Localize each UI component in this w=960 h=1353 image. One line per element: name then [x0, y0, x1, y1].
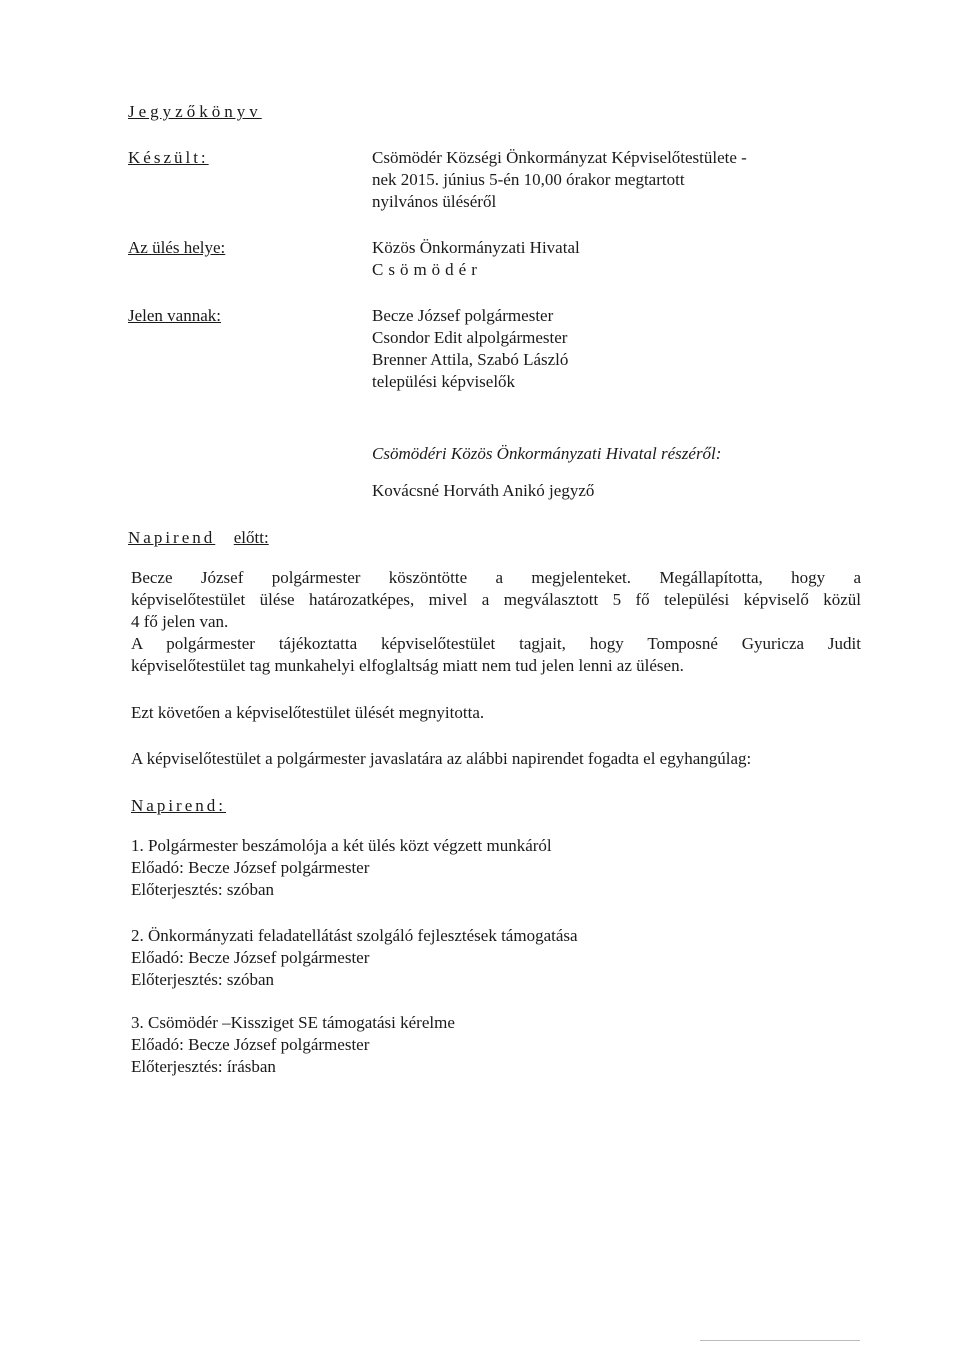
paragraph-line: 4 fő jelen van.	[131, 612, 229, 631]
footer-rule	[700, 1340, 860, 1341]
paragraph-line: képviselőtestület ülése határozatképes, mivel a megválasztott 5 fő települési képviselő közül	[131, 590, 861, 609]
agenda-item-presenter: Előadó: Becze József polgármester	[131, 948, 370, 967]
helye-line: Csömödér	[372, 260, 482, 279]
keszult-label: Készült:	[128, 148, 209, 167]
helye-label: Az ülés helye:	[128, 238, 226, 257]
helye-text	[372, 237, 580, 281]
paragraph-agenda-accepted: A képviselőtestület a polgármester javaslatára az alábbi napirendet fogadta el egyhangúlag:	[131, 749, 752, 768]
agenda-item-submission: Előterjesztés: írásban	[131, 1057, 276, 1076]
agenda-item-submission: Előterjesztés: szóban	[131, 880, 275, 899]
helye-line: Közös Önkormányzati Hivatal	[372, 238, 580, 257]
agenda-item-title: 3. Csömödér –Kissziget SE támogatási kérelme	[131, 1013, 455, 1032]
jelen-label: Jelen vannak:	[128, 306, 221, 325]
jelen-line: települési képviselők	[372, 372, 516, 391]
agenda-item-1	[131, 835, 552, 901]
paragraph-opening: Ezt követően a képviselőtestület ülését megnyitotta.	[131, 703, 485, 722]
paragraph-intro	[131, 567, 861, 677]
hivatal-person: Kovácsné Horváth Anikó jegyző	[372, 481, 595, 500]
jelen-line: Csondor Edit alpolgármester	[372, 328, 568, 347]
napirend-heading: Napirend:	[131, 796, 226, 815]
keszult-text	[372, 147, 747, 213]
agenda-item-presenter: Előadó: Becze József polgármester	[131, 858, 370, 877]
agenda-item-title: 2. Önkormányzati feladatellátást szolgáló fejlesztések támogatása	[131, 926, 578, 945]
napirend-elott-heading-b: előtt:	[233, 528, 269, 547]
agenda-item-3	[131, 1012, 455, 1078]
keszult-line: nek 2015. június 5-én 10,00 órakor megtartott	[372, 170, 685, 189]
agenda-item-title: 1. Polgármester beszámolója a két ülés közt végzett munkáról	[131, 836, 552, 855]
hivatal-heading: Csömödéri Közös Önkormányzati Hivatal részéről:	[372, 444, 722, 463]
jelen-line: Becze József polgármester	[372, 306, 554, 325]
napirend-elott-heading	[128, 527, 269, 549]
agenda-item-presenter: Előadó: Becze József polgármester	[131, 1035, 370, 1054]
document-title: Jegyzőkönyv	[128, 102, 262, 121]
paragraph-line: képviselőtestület tag munkahelyi elfoglaltság miatt nem tud jelen lenni az ülésen.	[131, 656, 684, 675]
keszult-line: Csömödér Községi Önkormányzat Képviselőtestülete -	[372, 148, 747, 167]
paragraph-line: A polgármester tájékoztatta képviselőtestület tagjait, hogy Tomposné Gyuricza Judit	[131, 634, 861, 653]
keszult-line: nyilvános üléséről	[372, 192, 497, 211]
jelen-line: Brenner Attila, Szabó László	[372, 350, 569, 369]
paragraph-line: Becze József polgármester köszöntötte a megjelenteket. Megállapította, hogy a	[131, 568, 861, 587]
agenda-item-submission: Előterjesztés: szóban	[131, 970, 275, 989]
jelen-text	[372, 305, 568, 393]
napirend-elott-heading-a: Napirend	[128, 528, 216, 547]
agenda-item-2	[131, 925, 578, 991]
